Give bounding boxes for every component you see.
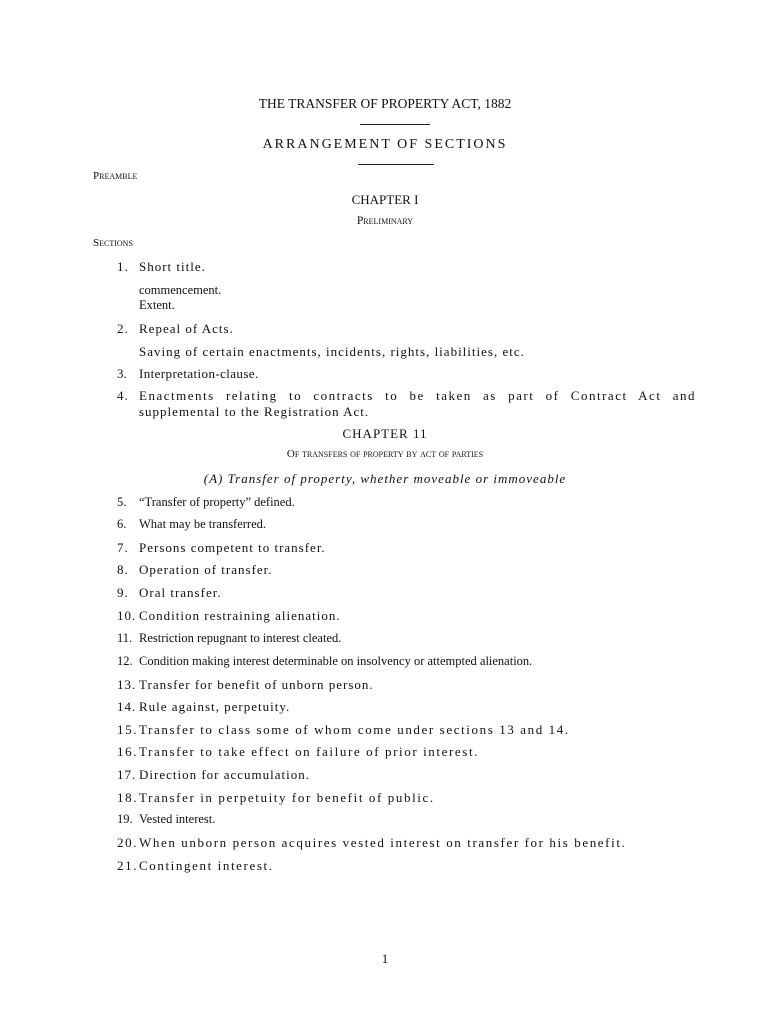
- arrangement-rule: [358, 164, 434, 165]
- section-number: 17.: [117, 767, 137, 782]
- title-rule: [360, 124, 430, 125]
- sections-label: Sections: [93, 237, 133, 249]
- section-title: Transfer for benefit of unborn person.: [139, 677, 374, 692]
- chapter-1-subheading: Preliminary: [356, 215, 414, 227]
- section-number: 21.: [117, 858, 139, 873]
- section-title: Transfer in perpetuity for benefit of public.: [139, 790, 435, 805]
- list-item: supplemental to the Registration Act.: [139, 404, 370, 419]
- section-number: 1.: [117, 259, 129, 274]
- section-number: 10.: [117, 608, 137, 623]
- section-number: 7.: [117, 540, 129, 555]
- section-title: Oral transfer.: [139, 585, 222, 600]
- section-title: Rule against, perpetuity.: [139, 699, 291, 714]
- section-title: Vested interest.: [139, 812, 216, 826]
- section-number: 19.: [117, 812, 133, 826]
- section-number: 6.: [117, 517, 127, 531]
- section-title: Short title.: [139, 259, 206, 274]
- list-item: commencement.: [139, 283, 222, 297]
- list-item: Saving of certain enactments, incidents, rights, liabilities, etc.: [139, 344, 525, 359]
- preamble-label: Preamble: [93, 170, 138, 182]
- section-title: Direction for accumulation.: [139, 767, 311, 782]
- chapter-2-subheading: Of transfers of property by act of parties: [286, 448, 484, 460]
- section-title: Condition restraining alienation.: [139, 608, 341, 623]
- section-number: 4.: [117, 388, 129, 403]
- section-title: Repeal of Acts.: [139, 321, 234, 336]
- section-title: Operation of transfer.: [139, 562, 273, 577]
- act-title: THE TRANSFER OF PROPERTY ACT, 1882: [258, 96, 512, 111]
- section-number: 12.: [117, 654, 133, 668]
- section-number: 2.: [117, 321, 129, 336]
- chapter-2-heading: CHAPTER 11: [342, 426, 428, 441]
- section-title: Enactments relating to contracts to be taken as part of Contract Act and: [139, 388, 696, 403]
- section-number: 11.: [117, 631, 133, 645]
- section-number: 16.: [117, 744, 139, 759]
- page-number: 1: [381, 951, 389, 966]
- section-number: 13.: [117, 677, 137, 692]
- section-title: Contingent interest.: [139, 858, 274, 873]
- section-title: What may be transferred.: [139, 517, 267, 531]
- section-title: “Transfer of property” defined.: [139, 495, 295, 509]
- chapter-1-heading: CHAPTER I: [351, 192, 419, 207]
- arrangement-heading: ARRANGEMENT OF SECTIONS: [262, 137, 508, 152]
- section-number: 15.: [117, 722, 139, 737]
- section-title: When unborn person acquires vested interest on transfer for his benefit.: [139, 835, 627, 850]
- section-number: 9.: [117, 585, 129, 600]
- section-number: 18.: [117, 790, 139, 805]
- section-number: 20.: [117, 835, 139, 850]
- section-title: Persons competent to transfer.: [139, 540, 326, 555]
- section-number: 3.: [117, 366, 127, 381]
- section-title: Transfer to class some of whom come under sections 13 and 14.: [139, 722, 570, 737]
- section-title: Interpretation-clause.: [139, 366, 259, 381]
- section-title: Restriction repugnant to interest cleated.: [139, 631, 342, 645]
- section-title: Transfer to take effect on failure of prior interest.: [139, 744, 480, 759]
- section-number: 5.: [117, 495, 127, 509]
- part-a-heading: (A) Transfer of property, whether moveable or immoveable: [203, 471, 567, 486]
- list-item: Extent.: [139, 298, 175, 312]
- section-number: 14.: [117, 699, 137, 714]
- section-title: Condition making interest determinable on insolvency or attempted alienation.: [139, 654, 533, 668]
- section-number: 8.: [117, 562, 129, 577]
